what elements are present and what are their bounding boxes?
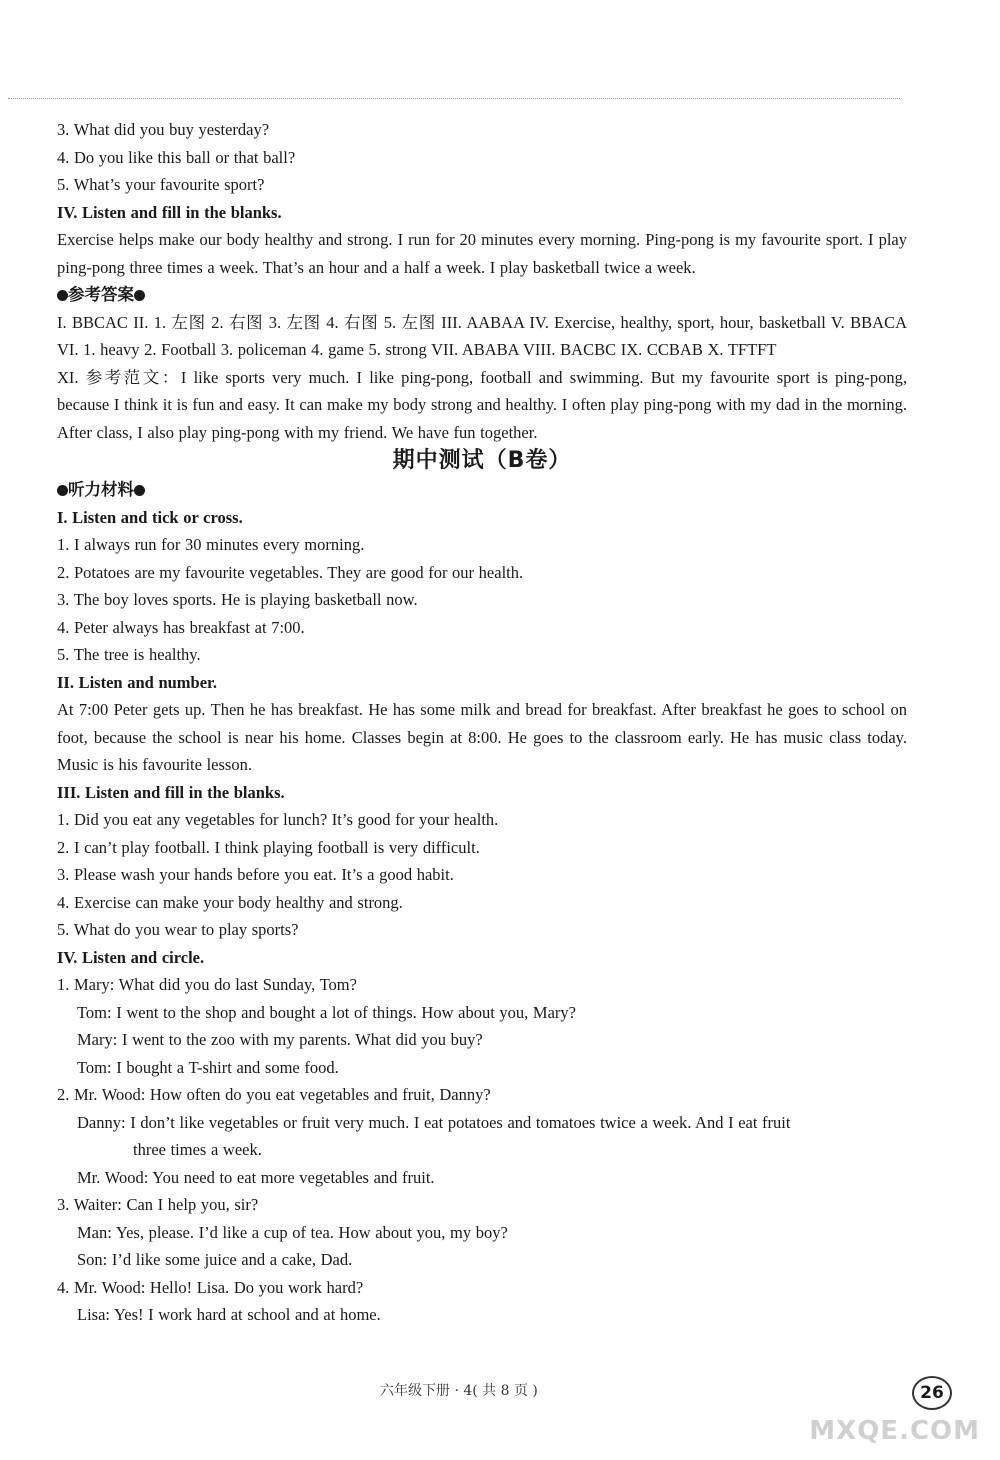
list-item: 3. The boy loves sports. He is playing basketball now. bbox=[57, 590, 418, 609]
section-heading: IV. Listen and circle. bbox=[57, 947, 205, 967]
dialogue-line: 3. Waiter: Can I help you, sir? bbox=[57, 1195, 259, 1214]
watermark: MXQE.COM bbox=[809, 1416, 980, 1446]
dialogue-line: three times a week. bbox=[133, 1140, 262, 1159]
dialogue-line: Lisa: Yes! I work hard at school and at home. bbox=[77, 1305, 381, 1324]
list-item: 4. Peter always has breakfast at 7:00. bbox=[57, 617, 305, 637]
bullet-dot-icon bbox=[134, 485, 145, 496]
dialogue-line: Tom: I bought a T-shirt and some food. bbox=[77, 1057, 339, 1077]
dialogue-line: Tom: I went to the shop and bought a lot of things. How about you, Mary? bbox=[77, 1002, 576, 1022]
dialogue-line: 4. Mr. Wood: Hello! Lisa. Do you work hard? bbox=[57, 1277, 364, 1297]
list-item: 2. I can’t play football. I think playing football is very difficult. bbox=[57, 837, 480, 857]
section-heading: III. Listen and fill in the blanks. bbox=[57, 782, 285, 802]
text-line: 3. What did you buy yesterday? bbox=[57, 120, 270, 139]
header-rule bbox=[8, 98, 900, 99]
page-content bbox=[57, 116, 907, 1329]
dialogue-line: 1. Mary: What did you do last Sunday, Tom? bbox=[57, 975, 357, 994]
section-heading: I. Listen and tick or cross. bbox=[57, 507, 243, 527]
dialogue-line: 2. Mr. Wood: How often do you eat vegetables and fruit, Danny? bbox=[57, 1085, 491, 1104]
bullet-dot-icon bbox=[134, 290, 145, 301]
section-heading: II. Listen and number. bbox=[57, 672, 217, 692]
list-item: 5. The tree is healthy. bbox=[57, 645, 201, 664]
dialogue-line: Son: I’d like some juice and a cake, Dad. bbox=[77, 1250, 353, 1269]
list-item: 1. I always run for 30 minutes every morning. bbox=[57, 535, 365, 554]
list-item: 5. What do you wear to play sports? bbox=[57, 920, 299, 939]
list-item: 3. Please wash your hands before you eat. It’s a good habit. bbox=[57, 865, 454, 884]
paragraph: At 7:00 Peter gets up. Then he has breakfast. He has some milk and bread for breakfast. After breakfast he goes to school on foot, because the school is near his home. Classes begin at 8:00. He goes to the classroom early. He has music class today. Music is his favourite lesson. bbox=[57, 700, 907, 774]
text-line: 5. What’s your favourite sport? bbox=[57, 175, 265, 194]
dialogue-line: Danny: I don’t like vegetables or fruit very much. I eat potatoes and tomatoes twice a week. And I eat fruit bbox=[77, 1112, 791, 1132]
dialogue-line: Man: Yes, please. I’d like a cup of tea. How about you, my boy? bbox=[77, 1222, 508, 1242]
model-essay: XI. 参考范文：I like sports very much. I like ping-pong, football and swimming. But my favourite sport is ping-pong, because I think it is fun and easy. It can make my body strong and healthy. I often play ping-pong with my dad in the morning. After class, I also play ping-pong with my friend. We have fun together. bbox=[57, 367, 907, 442]
listening-banner: 听力材料 bbox=[57, 476, 907, 504]
list-item: 4. Exercise can make your body healthy and strong. bbox=[57, 892, 403, 912]
page-number: 26 bbox=[912, 1376, 952, 1410]
text-line: 4. Do you like this ball or that ball? bbox=[57, 147, 296, 167]
bullet-dot-icon bbox=[57, 290, 68, 301]
answer-key: I. BBCAC II. 1. 左图 2. 右图 3. 左图 4. 右图 5. 左图 III. AABAA IV. Exercise, healthy, sport, hour, basketball V. BBACA VI. 1. heavy 2. Football 3. policeman 4. game 5. strong VII. ABABA VIII. BACBC IX. CCBAB X. TFTFT bbox=[57, 312, 907, 359]
section-heading: IV. Listen and fill in the blanks. bbox=[57, 202, 282, 222]
dialogue-line: Mary: I went to the zoo with my parents. What did you buy? bbox=[77, 1030, 483, 1049]
paragraph: Exercise helps make our body healthy and strong. I run for 20 minutes every morning. Ping-pong is my favourite sport. I play ping-pong three times a week. That’s an hour and a half a week. I play basketball twice a week. bbox=[57, 230, 907, 277]
list-item: 2. Potatoes are my favourite vegetables. They are good for our health. bbox=[57, 562, 524, 582]
answer-banner: 参考答案 bbox=[57, 281, 907, 309]
test-title: 期中测试（B卷） bbox=[392, 448, 572, 473]
dialogue-line: Mr. Wood: You need to eat more vegetables and fruit. bbox=[77, 1167, 435, 1187]
page-footer: 六年级下册 · 4( 共 8 页 ) bbox=[380, 1383, 538, 1399]
list-item: 1. Did you eat any vegetables for lunch? It’s good for your health. bbox=[57, 810, 499, 829]
bullet-dot-icon bbox=[57, 485, 68, 496]
